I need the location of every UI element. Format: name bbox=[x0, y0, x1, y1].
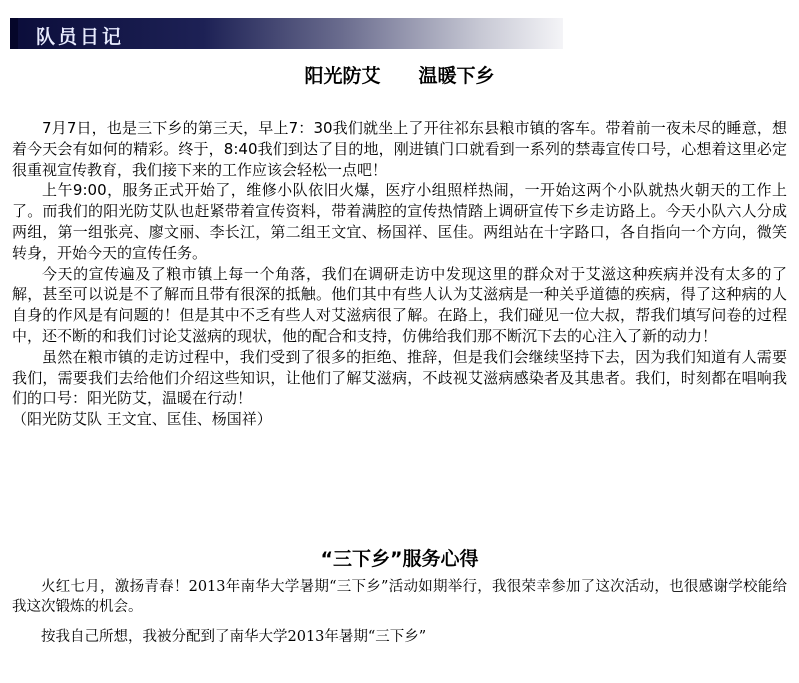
essay-body bbox=[12, 577, 787, 657]
diary-signature: （阳光防艾队 王文宜、匡佳、杨国祥） bbox=[12, 410, 272, 429]
essay-paragraph: 火红七月，激扬青春！2013年南华大学暑期“三下乡”活动如期举行，我很荣幸参加了这次活动，也很感谢学校能给我这次锻炼的机会。 bbox=[12, 579, 787, 615]
diary-body bbox=[12, 118, 787, 430]
diary-paragraph: 7月7日，也是三下乡的第三天，早上7：30我们就坐上了开往祁东县粮市镇的客车。带着前一夜未尽的睡意，想着今天会有如何的精彩。终于，8:40我们到达了目的地，刚进镇门口就看到一系列的禁毒宣传口号，心想着这里必定很重视宣传教育，我们接下来的工作应该会轻松一点吧！ bbox=[12, 119, 787, 179]
header-bar-tab bbox=[10, 18, 18, 49]
diary-paragraph: 上午9:00，服务正式开始了，维修小队依旧火爆，医疗小组照样热闹，一开始这两个小队就热火朝天的工作上了。而我们的阳光防艾队也赶紧带着宣传资料，带着满腔的宣传热情踏上调研宣传下乡走访路上。今天小队六人分成两组，第一组张亮、廖文丽、李长江，第二组王文宜、杨国祥、匡佳。两组站在十字路口，各自指向一个方向，微笑转身，开始今天的宣传任务。 bbox=[12, 181, 787, 262]
diary-paragraph: 虽然在粮市镇的走访过程中，我们受到了很多的拒绝、推辞，但是我们会继续坚持下去，因为我们知道有人需要我们，需要我们去给他们介绍这些知识，让他们了解艾滋病，不歧视艾滋病感染者及其患者。我们，时刻都在唱响我们的口号：阳光防艾，温暖在行动！ bbox=[12, 347, 787, 408]
essay-title: “三下乡”服务心得 bbox=[320, 548, 479, 570]
diary-paragraph: 今天的宣传遍及了粮市镇上每一个角落，我们在调研走访中发现这里的群众对于艾滋这种疾病并没有太多的了解，甚至可以说是不了解而且带有很深的抵触。他们其中有些人认为艾滋病是一种关乎道德的疾病，得了这种病的人自身的作风是有问题的！但是其中不乏有些人对艾滋病很了解。在路上，我们碰见一位大叔，帮我们填写问卷的过程中，还不断的和我们讨论艾滋病的现状，他的配合和支持，仿佛给我们那不断沉下去的心注入了新的动力！ bbox=[12, 264, 787, 345]
essay-paragraph: 按我自己所想，我被分配到了南华大学2013年暑期“三下乡” bbox=[41, 629, 427, 645]
diary-title: 阳光防艾 温暖下乡 bbox=[304, 65, 495, 87]
section-title: 队员日记 bbox=[36, 26, 125, 48]
section-header-bar bbox=[10, 18, 563, 49]
